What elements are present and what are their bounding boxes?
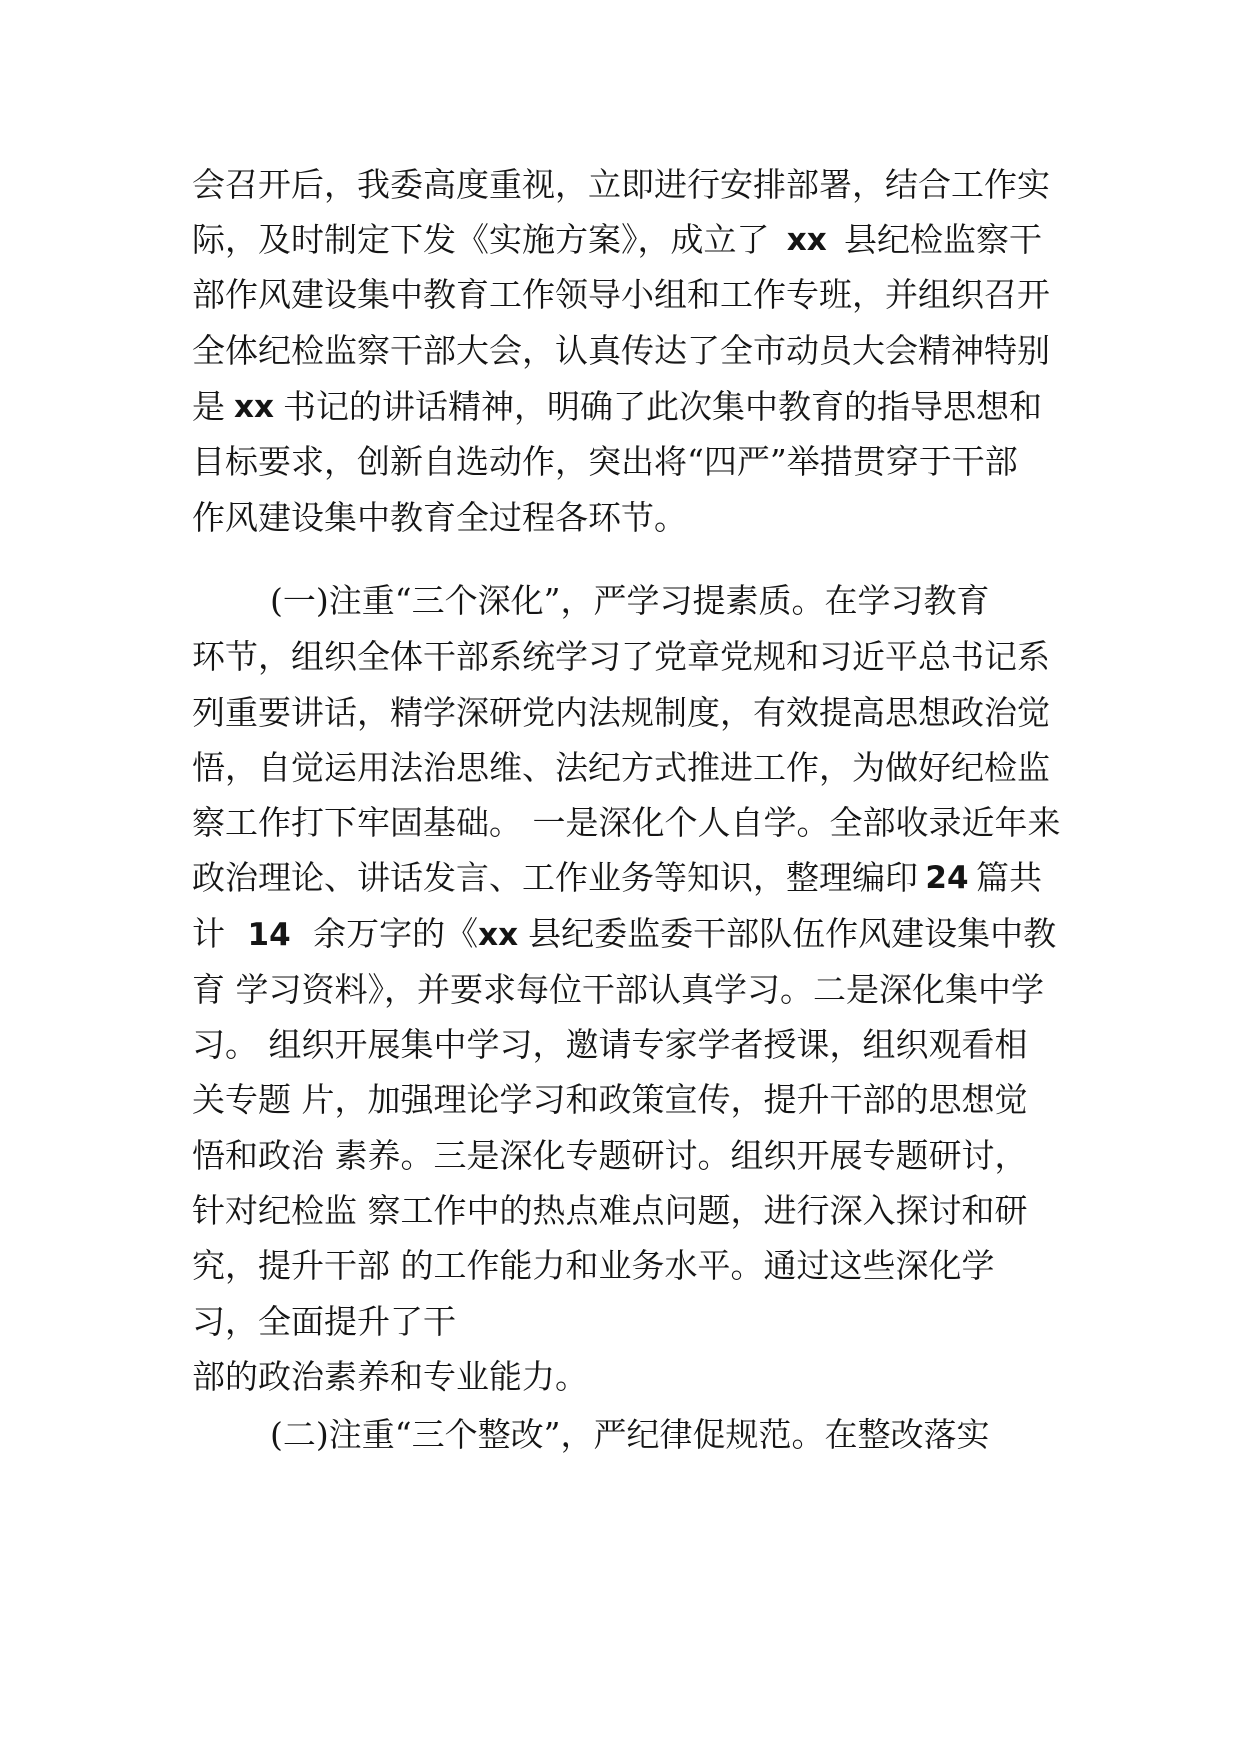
text-line: 列重要讲话，精学深研党内法规制度，有效提高思想政治觉 bbox=[192, 693, 1050, 732]
text-line: 习，全面提升了干 bbox=[192, 1302, 456, 1341]
text-run: 计 bbox=[192, 914, 225, 953]
placeholder-xx: xx bbox=[786, 222, 827, 258]
text-run: 政治理论、讲话发言、工作业务等知识，整理编印 bbox=[192, 858, 918, 897]
section-heading-line: (一)注重“三个深化”，严学习提素质。在学习教育 bbox=[270, 581, 990, 620]
text-line: 作风建设集中教育全过程各环节。 bbox=[192, 498, 687, 537]
text-run: 书记的讲话精神，明确了此次集中教育的指导思想和 bbox=[283, 387, 1042, 426]
number-text: 14 bbox=[247, 917, 291, 953]
text-line: 环节，组织全体干部系统学习了党章党规和习近平总书记系 bbox=[192, 637, 1050, 676]
text-line bbox=[192, 853, 1042, 903]
text-line bbox=[192, 382, 1042, 432]
placeholder-xx: xx bbox=[234, 389, 274, 425]
text-line: 悟，自觉运用法治思维、法纪方式推进工作，为做好纪检监 bbox=[192, 748, 1050, 787]
text-line: 针对纪检监 察工作中的热点难点问题，进行深入探讨和研 bbox=[192, 1191, 1028, 1230]
text-run: 县纪委监委干部队伍作风建设集中教 bbox=[528, 914, 1057, 953]
text-line: 习。 组织开展集中学习，邀请专家学者授课，组织观看相 bbox=[192, 1025, 1028, 1064]
text-line: 察工作打下牢固基础。 一是深化个人自学。全部收录近年来 bbox=[192, 803, 1061, 842]
text-line: 关专题 片，加强理论学习和政策宣传，提升干部的思想觉 bbox=[192, 1080, 1028, 1119]
text-line bbox=[192, 909, 1056, 959]
text-run: 县纪检监察干 bbox=[844, 220, 1042, 259]
text-run: 余万字的《 bbox=[313, 914, 479, 953]
text-line: 目标要求，创新自选动作，突出将“四严”举措贯穿于干部 bbox=[192, 442, 1018, 481]
text-line: 育 学习资料》，并要求每位干部认真学习。二是深化集中学 bbox=[192, 970, 1044, 1009]
text-line: 悟和政治 素养。三是深化专题研讨。组织开展专题研讨， bbox=[192, 1136, 1028, 1175]
text-line: 全体纪检监察干部大会，认真传达了全市动员大会精神特别 bbox=[192, 331, 1050, 370]
text-run: 际，及时制定下发《实施方案》，成立了 bbox=[192, 220, 770, 259]
text-run: 是 bbox=[192, 387, 225, 426]
number-text: 24 bbox=[925, 860, 969, 896]
placeholder-xx: xx bbox=[478, 917, 519, 953]
text-run: 篇共 bbox=[975, 858, 1042, 897]
section-heading-line: (二)注重“三个整改”，严纪律促规范。在整改落实 bbox=[270, 1415, 990, 1454]
text-line: 会召开后，我委高度重视，立即进行安排部署，结合工作实 bbox=[192, 165, 1050, 204]
text-line bbox=[192, 215, 1042, 265]
text-line: 部的政治素养和专业能力。 bbox=[192, 1357, 588, 1396]
text-line: 部作风建设集中教育工作领导小组和工作专班，并组织召开 bbox=[192, 275, 1050, 314]
text-line: 究，提升干部 的工作能力和业务水平。通过这些深化学 bbox=[192, 1246, 995, 1285]
